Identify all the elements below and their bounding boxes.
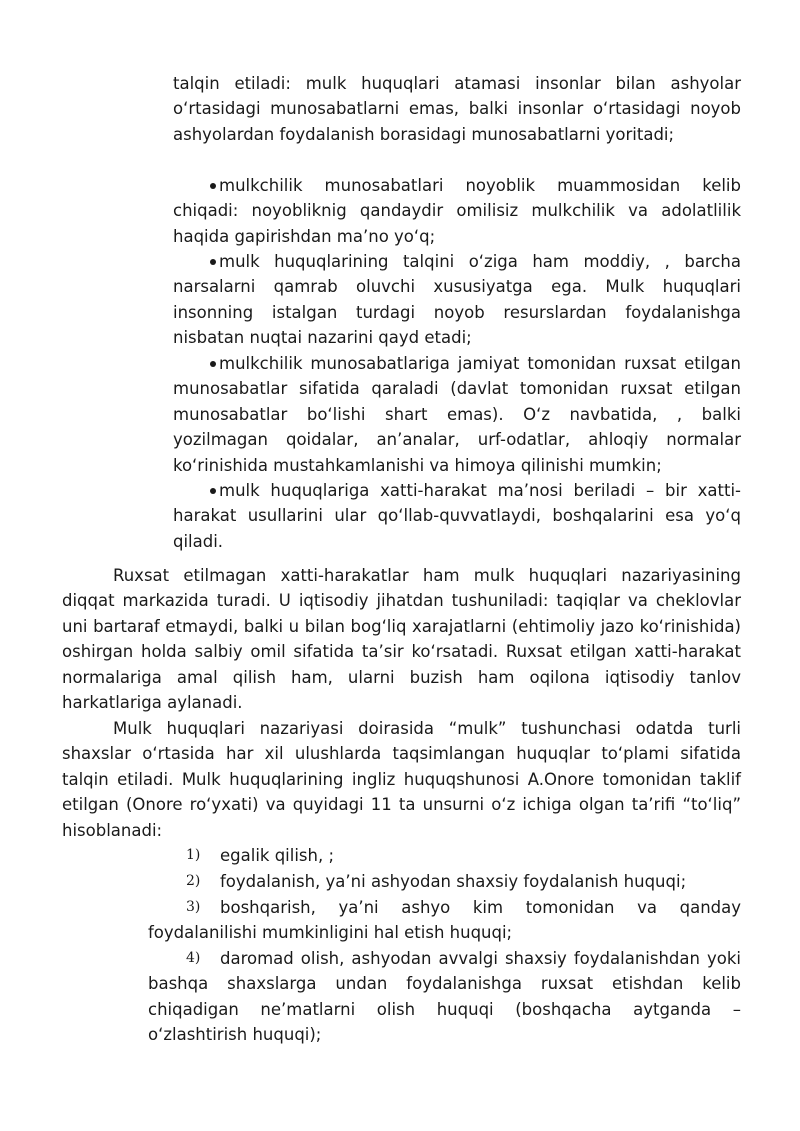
paragraph-continuation: talqin etiladi: mulk huquqlari atamasi insonlar bilan ashyolar o‘rtasidagi munosabatlarni emas, balki insonlar o‘rtasidagi noyob ashyolardan foydalanish borasidagi munosabatlarni yoritadi; (173, 74, 741, 144)
item-number: 1) (186, 847, 201, 863)
bullet-dot-icon (210, 183, 216, 189)
item-number: 2) (186, 873, 201, 889)
numbered-item-2 (148, 869, 741, 894)
item-text: daromad olish, ashyodan avvalgi shaxsiy foydalanishdan yoki bashqa shaxslarga undan foydalanishga ruxsat etishdan kelib chiqadigan ne’matlarni olish huquqi (boshqacha aytganda – o‘zlashtirish huquqi); (148, 949, 741, 1045)
bullet-dot-icon (210, 361, 216, 367)
bullet-item-4: mulk huquqlariga xatti-harakat ma’nosi beriladi – bir xatti-harakat usullarini ular qo‘llab-quvvatlaydi, boshqalarini esa yo‘q qiladi. (173, 481, 741, 551)
bullet-dot-icon (210, 488, 216, 494)
numbered-item-3 (148, 895, 741, 946)
numbered-item-1 (148, 843, 741, 868)
item-number: 3) (186, 899, 201, 915)
bullet-item-1: mulkchilik munosabatlari noyoblik muammosidan kelib chiqadi: noyobliknig qandaydir omilisiz mulkchilik va adolatlilik haqida gapirishdan ma’no yo‘q; (173, 176, 741, 246)
bullet-item-2: mulk huquqlarining talqini o‘ziga ham moddiy, , barcha narsalarni qamrab oluvchi xususiyatga ega. Mulk huquqlari insonning istalgan turdagi noyob resurslardan foydalanishga nisbatan nuqtai nazarini qayd etadi; (173, 252, 741, 348)
item-text: foydalanish, ya’ni ashyodan shaxsiy foydalanish huquqi; (220, 872, 687, 891)
bullet-dot-icon (210, 259, 216, 265)
item-number: 4) (186, 950, 201, 966)
item-text: egalik qilish, ; (220, 846, 335, 865)
item-text: boshqarish, ya’ni ashyo kim tomonidan va qanday foydalanilishi mumkinligini hal etish huquqi; (148, 898, 741, 943)
bullet-item-3: mulkchilik munosabatlariga jamiyat tomonidan ruxsat etilgan munosabatlar sifatida qaraladi (davlat tomonidan ruxsat etilgan munosabatlar bo‘lishi shart emas). O‘z navbatida, , balki yozilmagan qoidalar, an’analar, urf-odatlar, ahloqiy normalar ko‘rinishida mustahkamlanishi va himoya qilinishi mumkin; (173, 354, 741, 475)
body-paragraph-1: Ruxsat etilmagan xatti-harakatlar ham mulk huquqlari nazariyasining diqqat markazida turadi. U iqtisodiy jihatdan tushuniladi: taqiqlar va cheklovlar uni bartaraf etmaydi, balki u bilan bog‘liq xarajatlarni (ehtimoliy jazo ko‘rinishida) oshirgan holda salbiy omil sifatida ta’sir ko‘rsatadi. Ruxsat etilgan xatti-harakat normalariga amal qilish ham, ularni buzish ham oqilona iqtisodiy tanlov harkatlariga aylanadi. (62, 566, 741, 713)
body-paragraph-2: Mulk huquqlari nazariyasi doirasida “mulk” tushunchasi odatda turli shaxslar o‘rtasida har xil ulushlarda taqsimlangan huquqlar to‘plami sifatida talqin etiladi. Mulk huquqlarining ingliz huquqshunosi A.Onore tomonidan taklif etilgan (Onore ro‘yxati) va quyidagi 11 ta unsurni o‘z ichiga olgan ta’rifi “to‘liq” hisoblanadi: (62, 719, 741, 840)
numbered-item-4 (148, 946, 741, 1048)
